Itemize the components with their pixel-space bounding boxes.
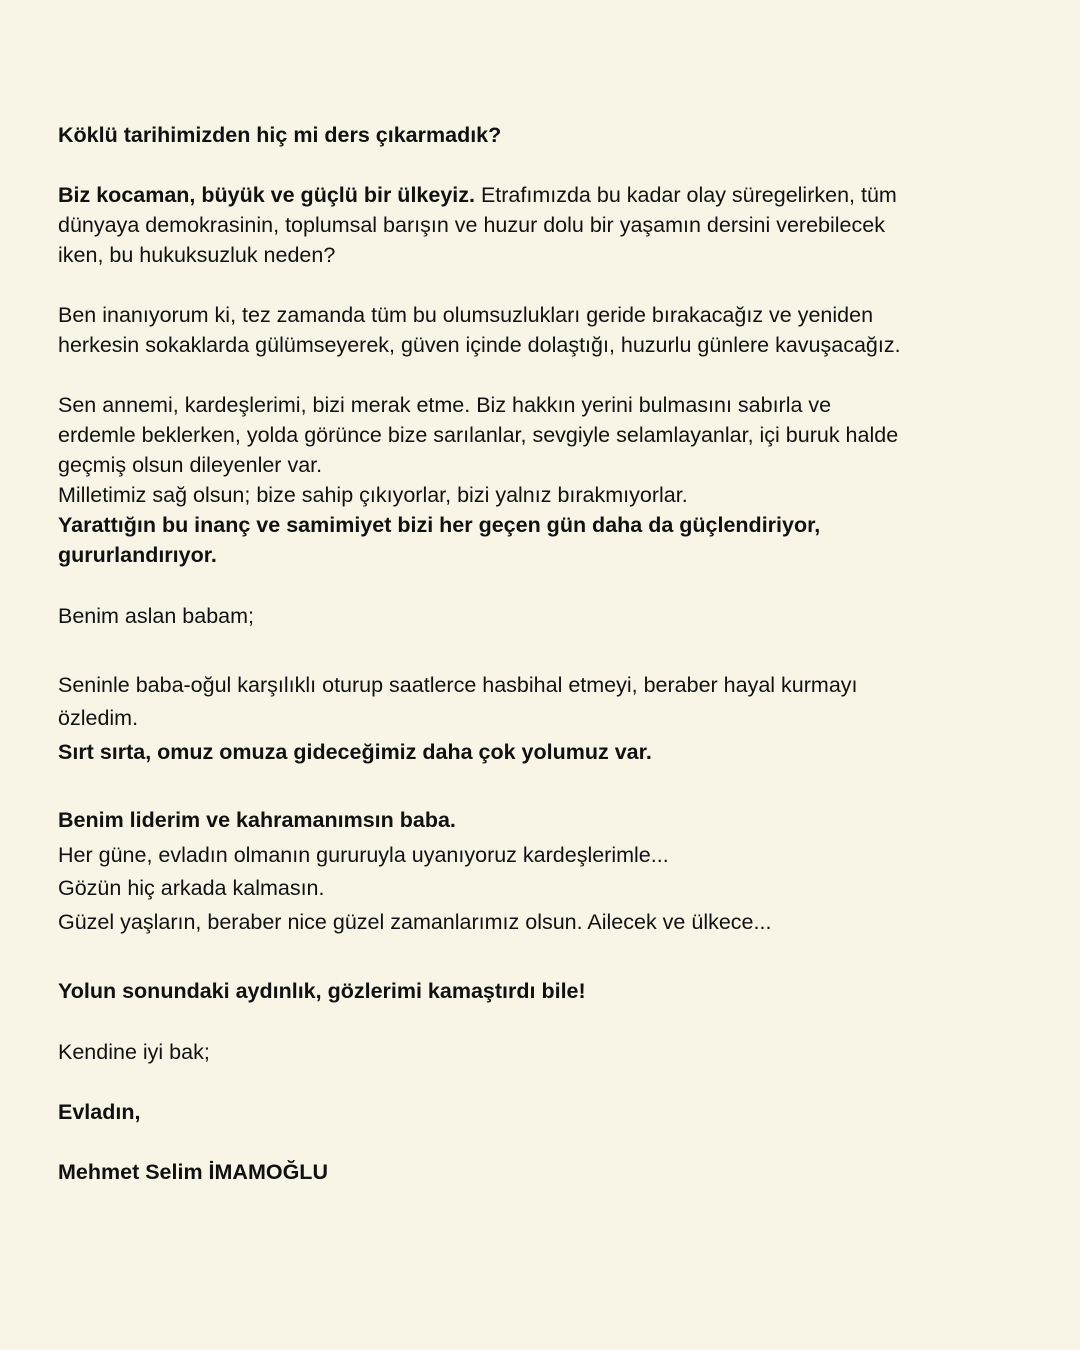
- paragraph-4-line-1: Seninle baba-oğul karşılıklı oturup saatlerce hasbihal etmeyi, beraber hayal kurmayı: [58, 673, 858, 697]
- paragraph-3-bold-line-2: gururlandırıyor.: [58, 543, 217, 567]
- paragraph-1-line-1: [58, 180, 897, 210]
- paragraph-1-line-3: iken, bu hukuksuzluk neden?: [58, 243, 336, 267]
- signoff-line: Evladın,: [58, 1100, 141, 1124]
- paragraph-3-bold-line-1: Yarattığın bu inanç ve samimiyet bizi her geçen gün daha da güçlendiriyor,: [58, 513, 821, 537]
- paragraph-4-bold-line: Sırt sırta, omuz omuza gideceğimiz daha çok yolumuz var.: [58, 740, 652, 764]
- closing-bold-line: Yolun sonundaki aydınlık, gözlerimi kamaştırdı bile!: [58, 979, 586, 1003]
- paragraph-4-line-2: özledim.: [58, 706, 139, 730]
- paragraph-3-line-2: erdemle beklerken, yolda görünce bize sarılanlar, sevgiyle selamlayanlar, içi buruk halde: [58, 423, 899, 447]
- paragraph-5-line-2: Gözün hiç arkada kalmasın.: [58, 876, 325, 900]
- paragraph-3-line-1: Sen annemi, kardeşlerimi, bizi merak etme. Biz hakkın yerini bulmasını sabırla ve: [58, 393, 832, 417]
- paragraph-5-line-3: Güzel yaşların, beraber nice güzel zamanlarımız olsun. Ailecek ve ülkece...: [58, 910, 772, 934]
- paragraph-1-line-2: dünyaya demokrasinin, toplumsal barışın ve huzur dolu bir yaşamın dersini verebilecek: [58, 213, 885, 237]
- paragraph-5-line-1: Her güne, evladın olmanın gururuyla uyanıyoruz kardeşlerimle...: [58, 843, 669, 867]
- paragraph-2-line-1: Ben inanıyorum ki, tez zamanda tüm bu olumsuzlukları geride bırakacağız ve yeniden: [58, 303, 874, 327]
- signature-name: Mehmet Selim İMAMOĞLU: [58, 1160, 328, 1184]
- paragraph-1-line-1-rest: Etrafımızda bu kadar olay süregelirken, tüm: [474, 183, 897, 207]
- paragraph-1-bold: Biz kocaman, büyük ve güçlü bir ülkeyiz.: [58, 183, 475, 207]
- opening-question: Köklü tarihimizden hiç mi ders çıkarmadık?: [58, 123, 502, 147]
- paragraph-3-line-4: Milletimiz sağ olsun; bize sahip çıkıyorlar, bizi yalnız bırakmıyorlar.: [58, 483, 688, 507]
- farewell-line: Kendine iyi bak;: [58, 1040, 210, 1064]
- paragraph-2-line-2: herkesin sokaklarda gülümseyerek, güven içinde dolaştığı, huzurlu günlere kavuşacağız.: [58, 333, 901, 357]
- address-line: Benim aslan babam;: [58, 604, 254, 628]
- paragraph-3-line-3: geçmiş olsun dileyenler var.: [58, 453, 323, 477]
- paragraph-5-bold-line: Benim liderim ve kahramanımsın baba.: [58, 808, 456, 832]
